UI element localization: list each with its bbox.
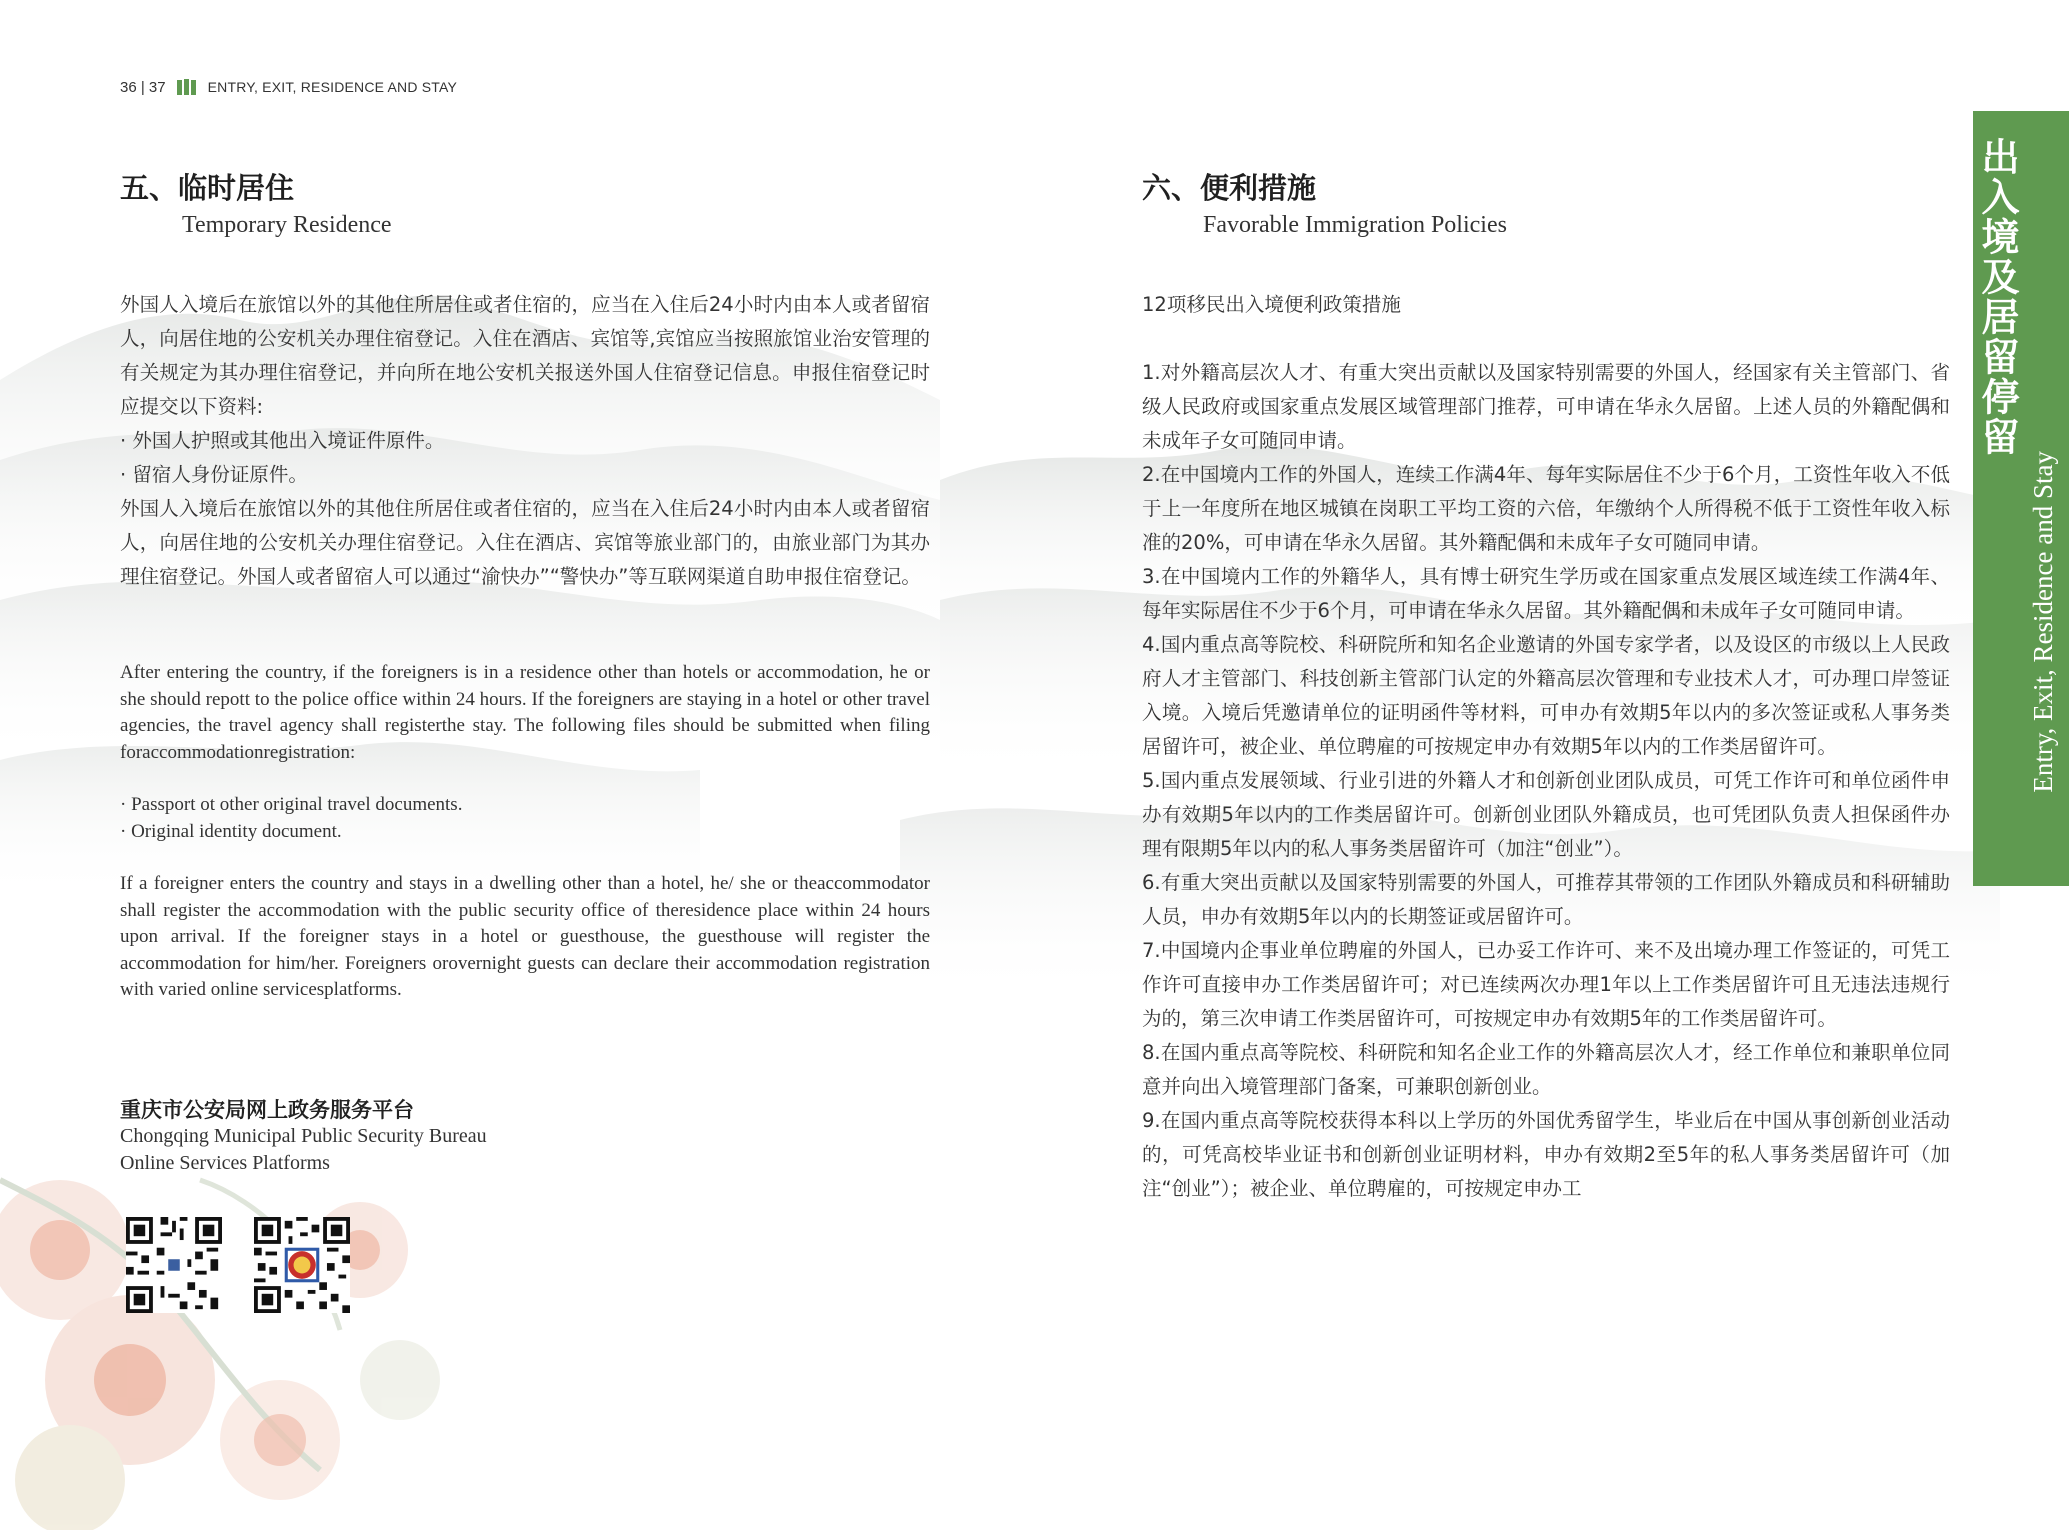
policy-intro: 12项移民出入境便利政策措施 bbox=[1142, 293, 1401, 316]
policy-item: 8.在国内重点高等院校、科研院和知名企业工作的外籍高层次人才，经工作单位和兼职单位同意并向出入境管理部门备案，可兼职创新创业。 bbox=[1142, 1041, 1950, 1098]
zh-bullet: · 外国人护照或其他出入境证件原件。 bbox=[120, 429, 445, 452]
en-paragraph: If a foreigner enters the country and stays in a dwelling other than a hotel, he/ she or theaccommodator shall register the accommodation with the public security office of theresidence place within 24 hours upon arrival. If the foreigner stays in a hotel or guesthouse, the guesthouse will register the accommodation for him/her. Foreigners orovernight guests can declare their accommodation registration with varied online servicesplatforms. bbox=[120, 873, 930, 1000]
zh-bullet: · 留宿人身份证原件。 bbox=[120, 463, 308, 486]
zh-paragraph: 外国人入境后在旅馆以外的其他住所居住或者住宿的，应当在入住后24小时内由本人或者留宿人，向居住地的公安机关办理住宿登记。入住在酒店、宾馆等,宾馆应当按照旅馆业治安管理的有关规定为其办理住宿登记，并向所在地公安机关报送外国人住宿登记信息。申报住宿登记时应提交以下资料: bbox=[120, 293, 930, 418]
left-chinese-body bbox=[120, 288, 930, 594]
chapter-side-tab bbox=[1973, 111, 2069, 886]
section-five-title: 五、临时居住 bbox=[120, 171, 295, 205]
side-tab-title-en: Entry, Exit, Residence and Stay bbox=[2028, 451, 2058, 793]
zh-paragraph: 外国人入境后在旅馆以外的其他住所居住或者住宿的，应当在入住后24小时内由本人或者留宿人，向居住地的公安机关办理住宿登记。入住在酒店、宾馆等旅业部门的，由旅业部门为其办理住宿登记。外国人或者留宿人可以通过“渝快办”“警快办”等互联网渠道自助申报住宿登记。 bbox=[120, 497, 930, 588]
platform-name-en bbox=[120, 1123, 487, 1177]
platform-name-line: Chongqing Municipal Public Security Bureau bbox=[120, 1125, 487, 1147]
platform-title: 重庆市公安局网上政务服务平台 bbox=[120, 1098, 414, 1122]
policy-item: 5.国内重点发展领域、行业引进的外籍人才和创新创业团队成员，可凭工作许可和单位函件申办有效期5年以内的工作类居留许可。创新创业团队外籍成员，也可凭团队负责人担保函件办理有限期5年以内的私人事务类居留许可（加注“创业”）。 bbox=[1142, 769, 1950, 860]
running-title: ENTRY, EXIT, RESIDENCE AND STAY bbox=[207, 79, 458, 95]
en-bullet: · Original identity document. bbox=[120, 820, 342, 842]
policy-item: 1.对外籍高层次人才、有重大突出贡献以及国家特别需要的外国人，经国家有关主管部门、省级人民政府或国家重点发展区域管理部门推荐，可申请在华永久居留。上述人员的外籍配偶和未成年子女可随同申请。 bbox=[1142, 361, 1950, 452]
policy-item: 2.在中国境内工作的外国人，连续工作满4年、每年实际居住不少于6个月，工资性年收入不低于上一年度所在地区城镇在岗职工平均工资的六倍，年缴纳个人所得税不低于工资性年收入标准的20%，可申请在华永久居留。其外籍配偶和未成年子女可随同申请。 bbox=[1142, 463, 1950, 554]
section-six-title: 六、便利措施 bbox=[1142, 171, 1317, 205]
policy-item: 7.中国境内企事业单位聘雇的外国人，已办妥工作许可、来不及出境办理工作签证的，可凭工作许可直接申办工作类居留许可；对已连续两次办理1年以上工作类居留许可且无违法违规行为的，第三次申请工作类居留许可，可按规定申办有效期5年的工作类居留许可。 bbox=[1142, 939, 1950, 1030]
policy-item: 3.在中国境内工作的外籍华人，具有博士研究生学历或在国家重点发展区域连续工作满4年、每年实际居住不少于6个月，可申请在华永久居留。其外籍配偶和未成年子女可随同申请。 bbox=[1142, 565, 1950, 622]
left-english-body bbox=[120, 660, 930, 1004]
policy-item: 6.有重大突出贡献以及国家特别需要的外国人，可推荐其带领的工作团队外籍成员和科研辅助人员，申办有效期5年以内的长期签证或居留许可。 bbox=[1142, 871, 1950, 928]
policy-list bbox=[1142, 356, 1950, 1206]
qr-code-icon[interactable] bbox=[126, 1217, 222, 1313]
en-paragraph: After entering the country, if the foreigners is in a residence other than hotels or accommodation, he or she should repott to the police office within 24 hours. If the foreigners are staying in a hotel or other travel agencies, the travel agency shall registerthe stay. The following files should be submitted when filing foraccommodationregistration: bbox=[120, 662, 930, 763]
section-five-subtitle: Temporary Residence bbox=[182, 212, 392, 238]
page-numbers: 36 | 37 bbox=[120, 78, 166, 96]
en-bullet: · Passport ot other original travel documents. bbox=[120, 794, 463, 815]
side-tab-title-zh: 出入境及居留停留 bbox=[1975, 137, 2020, 457]
section-six-subtitle: Favorable Immigration Policies bbox=[1203, 212, 1507, 238]
platform-name-line: Online Services Platforms bbox=[120, 1152, 330, 1174]
policy-item: 4.国内重点高等院校、科研院所和知名企业邀请的外国专家学者，以及设区的市级以上人民政府人才主管部门、科技创新主管部门认定的外籍高层次管理和专业技术人才，可办理口岸签证入境。入境后凭邀请单位的证明函件等材料，可申办有效期5年以内的多次签证或私人事务类居留许可，被企业、单位聘雇的可按规定申办有效期5年以内的工作类居留许可。 bbox=[1142, 633, 1950, 758]
running-header bbox=[120, 76, 457, 98]
qr-code-icon[interactable] bbox=[254, 1217, 350, 1313]
book-icon bbox=[176, 78, 198, 96]
policy-item: 9.在国内重点高等院校获得本科以上学历的外国优秀留学生，毕业后在中国从事创新创业活动的，可凭高校毕业证书和创新创业证明材料，申办有效期2至5年的私人事务类居留许可（加注“创业”）；被企业、单位聘雇的，可按规定申办工 bbox=[1142, 1109, 1950, 1200]
